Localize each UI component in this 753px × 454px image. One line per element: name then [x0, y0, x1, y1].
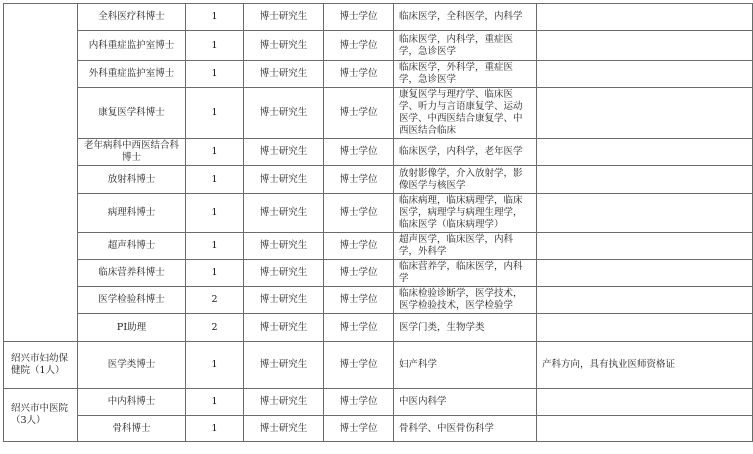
count-cell: 1 [186, 88, 244, 139]
degree-cell: 博士学位 [324, 314, 394, 342]
position-cell: 康复医学科博士 [78, 88, 186, 139]
education-cell: 博士研究生 [244, 287, 324, 314]
degree-cell: 博士学位 [324, 139, 394, 166]
degree-cell: 博士学位 [324, 31, 394, 61]
count-cell: 2 [186, 287, 244, 314]
major-cell: 临床病理，临床病理学，临床医学，病理学与病理生理学，临床医学（临床病理学） [394, 194, 537, 233]
table-row [4, 287, 753, 314]
table-row [4, 31, 753, 61]
education-cell: 博士研究生 [244, 88, 324, 139]
count-cell: 1 [186, 416, 244, 442]
table-row [4, 194, 753, 233]
table-row [4, 416, 753, 442]
major-cell: 中医内科学 [394, 389, 537, 416]
major-cell: 康复医学与理疗学、临床医学、听力与言语康复学、运动医学、中西医结合康复学、中西医结合临床 [394, 88, 537, 139]
notes-cell [537, 287, 753, 314]
education-cell: 博士研究生 [244, 61, 324, 88]
recruitment-table [3, 3, 753, 442]
major-cell: 临床医学，内科学，重症医学，急诊医学 [394, 31, 537, 61]
education-cell: 博士研究生 [244, 139, 324, 166]
table-row [4, 61, 753, 88]
unit-cell: 绍兴市妇幼保健院（1人） [4, 342, 78, 389]
table-row [4, 314, 753, 342]
count-cell: 1 [186, 4, 244, 31]
major-cell: 临床营养学，临床医学，内科学 [394, 260, 537, 287]
table-row [4, 342, 753, 389]
degree-cell: 博士学位 [324, 287, 394, 314]
position-cell: 医学类博士 [78, 342, 186, 389]
major-cell: 妇产科学 [394, 342, 537, 389]
degree-cell: 博士学位 [324, 194, 394, 233]
table-row [4, 233, 753, 260]
position-cell: 老年病科中西医结合科博士 [78, 139, 186, 166]
table-row [4, 88, 753, 139]
table-row [4, 260, 753, 287]
degree-cell: 博士学位 [324, 416, 394, 442]
degree-cell: 博士学位 [324, 61, 394, 88]
count-cell: 1 [186, 389, 244, 416]
major-cell: 临床医学，外科学，重症医学，急诊医学 [394, 61, 537, 88]
position-cell: 超声科博士 [78, 233, 186, 260]
notes-cell [537, 194, 753, 233]
table-row [4, 139, 753, 166]
major-cell: 放射影像学，介入放射学，影像医学与核医学 [394, 166, 537, 194]
count-cell: 1 [186, 342, 244, 389]
position-cell: 放射科博士 [78, 166, 186, 194]
notes-cell: 产科方向，具有执业医师资格证 [537, 342, 753, 389]
education-cell: 博士研究生 [244, 314, 324, 342]
notes-cell [537, 233, 753, 260]
notes-cell [537, 260, 753, 287]
education-cell: 博士研究生 [244, 233, 324, 260]
education-cell: 博士研究生 [244, 342, 324, 389]
education-cell: 博士研究生 [244, 31, 324, 61]
position-cell: 医学检验科博士 [78, 287, 186, 314]
notes-cell [537, 139, 753, 166]
major-cell: 骨科学、中医骨伤科学 [394, 416, 537, 442]
education-cell: 博士研究生 [244, 389, 324, 416]
position-cell: 骨科博士 [78, 416, 186, 442]
major-cell: 超声医学，临床医学，内科学，外科学 [394, 233, 537, 260]
education-cell: 博士研究生 [244, 260, 324, 287]
notes-cell [537, 88, 753, 139]
degree-cell: 博士学位 [324, 166, 394, 194]
position-cell: 病理科博士 [78, 194, 186, 233]
notes-cell [537, 416, 753, 442]
degree-cell: 博士学位 [324, 88, 394, 139]
notes-cell [537, 4, 753, 31]
table-row [4, 4, 753, 31]
count-cell: 1 [186, 166, 244, 194]
unit-cell [4, 4, 78, 342]
position-cell: 外科重症监护室博士 [78, 61, 186, 88]
major-cell: 临床医学，内科学，老年医学 [394, 139, 537, 166]
degree-cell: 博士学位 [324, 342, 394, 389]
notes-cell [537, 61, 753, 88]
count-cell: 2 [186, 314, 244, 342]
major-cell: 临床医学，全科医学，内科学 [394, 4, 537, 31]
major-cell: 医学门类，生物学类 [394, 314, 537, 342]
count-cell: 1 [186, 260, 244, 287]
major-cell: 临床检验诊断学，医学技术，医学检验技术，医学检验学 [394, 287, 537, 314]
notes-cell [537, 314, 753, 342]
table-row [4, 389, 753, 416]
position-cell: 临床营养科博士 [78, 260, 186, 287]
position-cell: 全科医疗科博士 [78, 4, 186, 31]
education-cell: 博士研究生 [244, 194, 324, 233]
count-cell: 1 [186, 61, 244, 88]
notes-cell [537, 31, 753, 61]
count-cell: 1 [186, 233, 244, 260]
degree-cell: 博士学位 [324, 4, 394, 31]
notes-cell [537, 166, 753, 194]
degree-cell: 博士学位 [324, 389, 394, 416]
education-cell: 博士研究生 [244, 166, 324, 194]
degree-cell: 博士学位 [324, 233, 394, 260]
count-cell: 1 [186, 139, 244, 166]
education-cell: 博士研究生 [244, 416, 324, 442]
count-cell: 1 [186, 194, 244, 233]
position-cell: PI助理 [78, 314, 186, 342]
degree-cell: 博士学位 [324, 260, 394, 287]
table-row [4, 166, 753, 194]
notes-cell [537, 389, 753, 416]
count-cell: 1 [186, 31, 244, 61]
position-cell: 中内科博士 [78, 389, 186, 416]
position-cell: 内科重症监护室博士 [78, 31, 186, 61]
education-cell: 博士研究生 [244, 4, 324, 31]
unit-cell: 绍兴市中医院（3人） [4, 389, 78, 442]
